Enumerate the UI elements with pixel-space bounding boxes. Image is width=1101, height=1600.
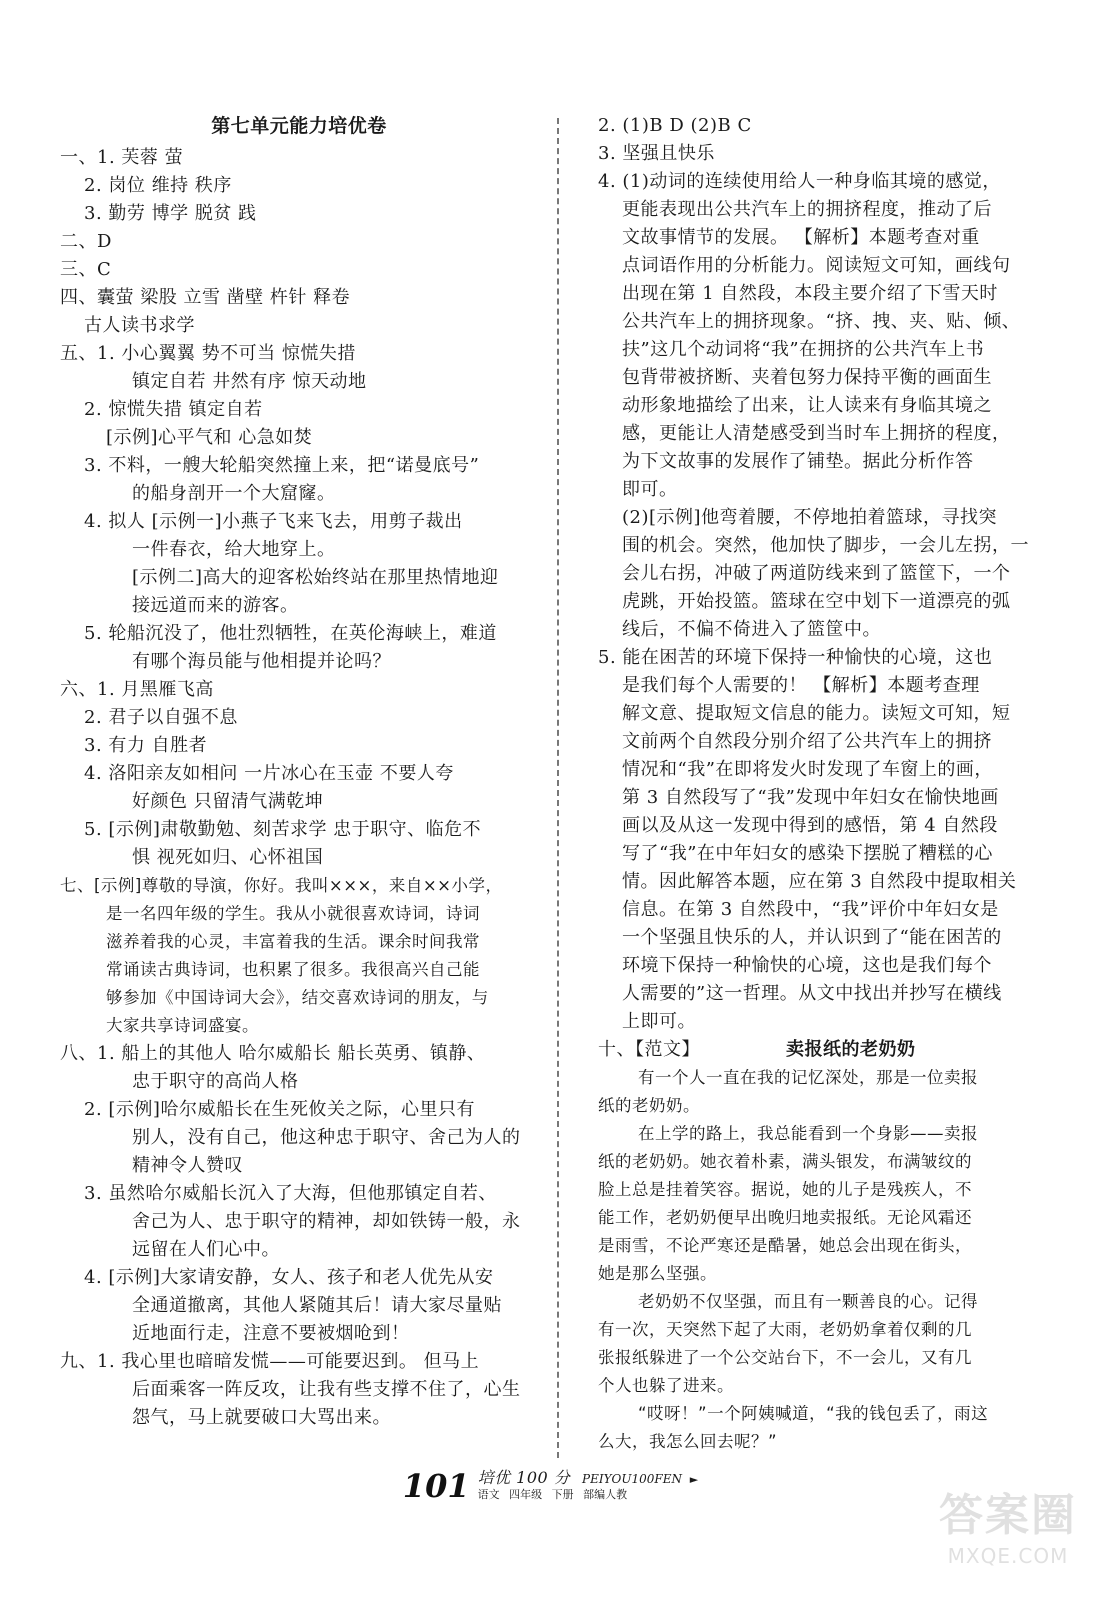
answer-line: 4. (1)动词的连续使用给人一种身临其境的感觉， — [598, 171, 1001, 192]
answer-line: 3. 虽然哈尔威船长沉入了大海，但他那镇定自若、 — [84, 1183, 497, 1204]
essay-line: “哎呀！”一个阿姨喊道，“我的钱包丢了，雨这 — [638, 1404, 989, 1423]
answer-line: 近地面行走，注意不要被烟呛到！ — [132, 1323, 410, 1344]
answer-line: 好颜色 只留清气满乾坤 — [132, 791, 324, 812]
answer-line: 3. 有力 自胜者 — [84, 735, 208, 756]
answer-line: 会儿右拐，冲破了两道防线来到了篮筐下，一个 — [622, 563, 1011, 584]
answer-line: 别人，没有自己，他这种忠于职守、舍己为人的 — [132, 1127, 521, 1148]
answer-line: 即可。 — [622, 479, 678, 500]
essay-line: 能工作，老奶奶便早出晚归地卖报纸。无论风霜还 — [598, 1208, 972, 1227]
answer-line: 5. 轮船沉没了，他壮烈牺牲，在英伦海峡上，难道 — [84, 623, 497, 644]
brand-latin: PEIYOU100FEN — [582, 1472, 682, 1486]
arrow-icon: ► — [689, 1473, 699, 1486]
answer-line: 八、1. 船上的其他人 哈尔威船长 船长英勇、镇静、 — [60, 1043, 486, 1064]
answer-line: 一、1. 芙蓉 萤 — [60, 147, 184, 168]
edition-label: 部编人教 — [583, 1488, 628, 1501]
answer-line: 为下文故事的发展作了铺垫。据此分析作答 — [622, 451, 974, 472]
answer-line: 古人读书求学 — [84, 315, 195, 336]
answer-line: 精神令人赞叹 — [132, 1155, 243, 1176]
essay-header — [598, 1036, 1038, 1064]
answer-line: 4. 拟人 [示例一]小燕子飞来飞去，用剪子裁出 — [84, 511, 463, 532]
answer-line: 常诵读古典诗词，也积累了很多。我很高兴自己能 — [106, 960, 480, 979]
answer-line: 4. [示例]大家请安静，女人、孩子和老人优先从安 — [84, 1267, 494, 1288]
page-number: 101 — [402, 1467, 470, 1505]
answer-line: 3. 不料，一艘大轮船突然撞上来，把“诺曼底号” — [84, 455, 480, 476]
answer-line: 四、囊萤 梁股 立雪 凿壁 杵针 释卷 — [60, 287, 351, 308]
answer-line: 信息。在第 3 自然段中，“我”评价中年妇女是 — [622, 899, 999, 920]
left-column — [60, 112, 538, 1432]
answer-line: 是一名四年级的学生。我从小就很喜欢诗词，诗词 — [106, 904, 480, 923]
right-column — [598, 112, 1038, 1456]
answer-line: 5. [示例]肃敬勤勉、刻苦求学 忠于职守、临危不 — [84, 819, 482, 840]
answer-line: 虎跳，开始投篮。篮球在空中划下一道漂亮的弧 — [622, 591, 1011, 612]
answer-line: 5. 能在困苦的环境下保持一种愉快的心境，这也 — [598, 647, 993, 668]
answer-line: 七、[示例]尊敬的导演，你好。我叫×××，来自××小学， — [60, 876, 503, 895]
answer-line: 第 3 自然段写了“我”发现中年妇女在愉快地画 — [622, 787, 999, 808]
answer-line: 一个坚强且快乐的人，并认识到了“能在困苦的 — [622, 927, 1002, 948]
answer-line: 包背带被挤断、夹着包努力保持平衡的画面生 — [622, 367, 992, 388]
answer-line: 是我们每个人需要的！ 【解析】本题考查理 — [622, 675, 980, 696]
answer-line: 人需要的”这一哲理。从文中找出并抄写在横线 — [622, 983, 1002, 1004]
subject-label: 语文 — [477, 1488, 500, 1501]
watermark-logo: 答案圈 — [939, 1490, 1077, 1541]
answer-line: 远留在人们心中。 — [132, 1239, 280, 1260]
answer-line: 上即可。 — [622, 1011, 696, 1032]
watermark-url: MXQE.COM — [947, 1544, 1069, 1568]
answer-line: 出现在第 1 自然段，本段主要介绍了下雪天时 — [622, 283, 998, 304]
brand-name: 培优 100 分 — [477, 1468, 571, 1487]
essay-title: 卖报纸的老奶奶 — [786, 1039, 916, 1060]
brand-block — [478, 1470, 699, 1502]
answer-line: 2. [示例]哈尔威船长在生死攸关之际，心里只有 — [84, 1099, 475, 1120]
essay-line: 有一个人一直在我的记忆深处，那是一位卖报 — [638, 1068, 978, 1087]
essay-line: 张报纸躲进了一个公交站台下，不一会儿，又有几 — [598, 1348, 972, 1367]
answer-line: 2. (1)B D (2)B C — [598, 115, 752, 136]
answer-line: 2. 岗位 维持 秩序 — [84, 175, 232, 196]
answer-line: 动形象地描绘了出来，让人读来有身临其境之 — [622, 395, 992, 416]
answer-line: 写了“我”在中年妇女的感染下摆脱了糟糕的心 — [622, 843, 993, 864]
essay-line: 个人也躲了进来。 — [598, 1376, 734, 1395]
essay-line: 她是那么坚强。 — [598, 1264, 717, 1283]
answer-line: 解文意、提取短文信息的能力。读短文可知，短 — [622, 703, 1011, 724]
answer-line: 滋养着我的心灵，丰富着我的生活。课余时间我常 — [106, 932, 480, 951]
answer-line: 惧 视死如归、心怀祖国 — [132, 847, 324, 868]
answer-line: 二、D — [60, 231, 112, 252]
watermark — [933, 1488, 1083, 1588]
answer-line: 的船身剖开一个大窟窿。 — [132, 483, 336, 504]
answer-line: 3. 勤劳 博学 脱贫 践 — [84, 203, 257, 224]
answer-line: 2. 惊慌失措 镇定自若 — [84, 399, 263, 420]
answer-line: 忠于职守的高尚人格 — [132, 1071, 299, 1092]
essay-line: 是雨雪，不论严寒还是酷暑，她总会出现在街头， — [598, 1236, 972, 1255]
answer-line: [示例]心平气和 心急如焚 — [106, 427, 313, 448]
answer-line: 大家共享诗词盛宴。 — [106, 1016, 259, 1035]
answer-line: 怨气，马上就要破口大骂出来。 — [132, 1407, 391, 1428]
answer-line: 3. 坚强且快乐 — [598, 143, 715, 164]
answer-line: 点词语作用的分析能力。阅读短文可知，画线句 — [622, 255, 1011, 276]
answer-line: 画以及从这一发现中得到的感悟，第 4 自然段 — [622, 815, 998, 836]
essay-line: 纸的老奶奶。她衣着朴素，满头银发，布满皱纹的 — [598, 1152, 972, 1171]
answer-line: [示例二]高大的迎客松始终站在那里热情地迎 — [132, 567, 499, 588]
answer-line: 全通道撤离，其他人紧随其后！请大家尽量贴 — [132, 1295, 502, 1316]
volume-label: 下册 — [551, 1488, 574, 1501]
answer-line: 接远道而来的游客。 — [132, 595, 299, 616]
answer-line: 情。因此解答本题，应在第 3 自然段中提取相关 — [622, 871, 1017, 892]
section-title: 第七单元能力培优卷 — [211, 115, 387, 137]
essay-line: 纸的老奶奶。 — [598, 1096, 700, 1115]
book-meta — [478, 1487, 699, 1502]
answer-line: 文前两个自然段分别介绍了公共汽车上的拥挤 — [622, 731, 992, 752]
answer-line: 一件春衣，给大地穿上。 — [132, 539, 336, 560]
answer-line: 4. 洛阳亲友如相问 一片冰心在玉壶 不要人夸 — [84, 763, 454, 784]
essay-line: 在上学的路上，我总能看到一个身影——卖报 — [638, 1124, 978, 1143]
answer-line: 有哪个海员能与他相提并论吗？ — [132, 651, 391, 672]
answer-line: 环境下保持一种愉快的心境，这也是我们每个 — [622, 955, 992, 976]
answer-line: 镇定自若 井然有序 惊天动地 — [132, 371, 367, 392]
answer-line: 线后，不偏不倚进入了篮筐中。 — [622, 619, 881, 640]
answer-line: 更能表现出公共汽车上的拥挤程度，推动了后 — [622, 199, 992, 220]
answer-line: (2)[示例]他弯着腰，不停地拍着篮球，寻找突 — [622, 507, 998, 528]
answer-line: 感，更能让人清楚感受到当时车上拥挤的程度， — [622, 423, 1011, 444]
answer-line: 六、1. 月黑雁飞高 — [60, 679, 214, 700]
answer-line: 扶”这几个动词将“我”在拥挤的公共汽车上书 — [622, 339, 985, 360]
grade-label: 四年级 — [509, 1488, 543, 1501]
essay-line: 么大，我怎么回去呢？” — [598, 1432, 778, 1451]
answer-line: 九、1. 我心里也暗暗发慌——可能要迟到。 但马上 — [60, 1351, 480, 1372]
essay-line: 脸上总是挂着笑容。据说，她的儿子是残疾人，不 — [598, 1180, 972, 1199]
essay-label: 十、【范文】 — [598, 1039, 700, 1060]
answer-line: 五、1. 小心翼翼 势不可当 惊慌失措 — [60, 343, 356, 364]
answer-line: 2. 君子以自强不息 — [84, 707, 238, 728]
answer-line: 围的机会。突然，他加快了脚步，一会儿左拐，一 — [622, 535, 1029, 556]
answer-line: 公共汽车上的拥挤现象。“挤、拽、夹、贴、倾、 — [622, 311, 1021, 332]
column-divider — [557, 118, 559, 1458]
answer-line: 后面乘客一阵反攻，让我有些支撑不住了，心生 — [132, 1379, 521, 1400]
answer-line: 够参加《中国诗词大会》，结交喜欢诗词的朋友，与 — [106, 988, 489, 1007]
essay-line: 有一次，天突然下起了大雨，老奶奶拿着仅剩的几 — [598, 1320, 972, 1339]
answer-line: 三、C — [60, 259, 112, 280]
answer-line: 文故事情节的发展。 【解析】本题考查对重 — [622, 227, 980, 248]
essay-line: 老奶奶不仅坚强，而且有一颗善良的心。记得 — [638, 1292, 978, 1311]
answer-line: 舍己为人、忠于职守的精神，却如铁铸一般，永 — [132, 1211, 521, 1232]
answer-line: 情况和“我”在即将发火时发现了车窗上的画， — [622, 759, 993, 780]
